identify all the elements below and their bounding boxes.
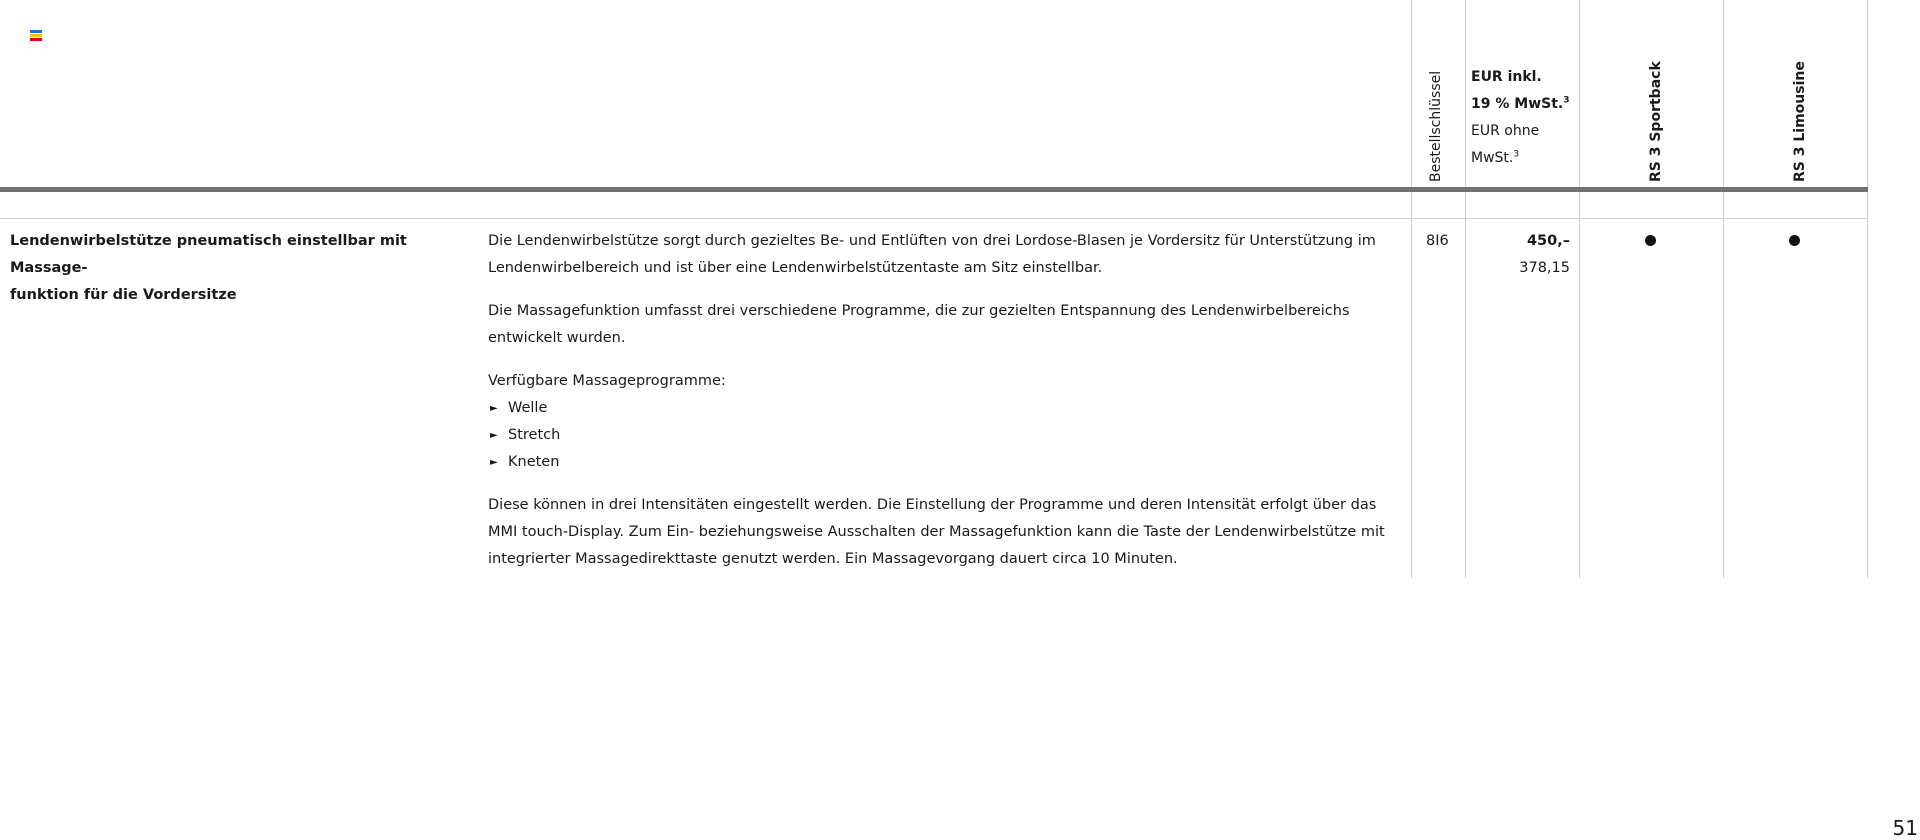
description-paragraph-1: Die Lendenwirbelstütze sorgt durch gezieltes Be- und Entlüften von drei Lordose-Blasen je Vordersitz für Unterstützung im Lendenwirbelbereich und ist über eine Lendenwirbelstützentaste am Sitz einstellbar. bbox=[488, 233, 1376, 276]
availability-dot-model-1 bbox=[1645, 235, 1656, 246]
page-number: 51 bbox=[1892, 816, 1918, 840]
feature-title-line-1: Lendenwirbelstütze pneumatisch einstellbar mit Massage- bbox=[10, 233, 407, 276]
availability-dot-model-2 bbox=[1789, 235, 1800, 246]
order-key-header: Bestellschlüssel bbox=[1428, 70, 1444, 182]
price-gross-vat: 19 % MwSt. bbox=[1471, 96, 1564, 112]
feature-description bbox=[488, 228, 1403, 589]
bullet-arrow-icon: ► bbox=[490, 403, 498, 414]
logo-stripe-red bbox=[30, 38, 42, 41]
programs-intro: Verfügbare Massageprogramme: bbox=[488, 373, 726, 389]
column-divider-model-2 bbox=[1723, 0, 1724, 578]
bullet-arrow-icon: ► bbox=[490, 430, 498, 441]
model-1-header: RS 3 Sportback bbox=[1648, 61, 1664, 182]
list-item bbox=[488, 395, 1403, 422]
header-rule bbox=[0, 187, 1868, 192]
feature-title bbox=[10, 228, 470, 309]
price-net-vat: MwSt. bbox=[1471, 150, 1514, 166]
order-key-value: 8I6 bbox=[1426, 233, 1449, 249]
column-divider-model-1 bbox=[1579, 0, 1580, 578]
price-cell bbox=[1470, 228, 1570, 282]
program-label: Stretch bbox=[508, 427, 561, 443]
logo bbox=[30, 30, 42, 42]
feature-title-line-2: funktion für die Vordersitze bbox=[10, 287, 237, 303]
price-net-value: 378,15 bbox=[1519, 260, 1570, 276]
price-header bbox=[1471, 64, 1569, 172]
program-label: Welle bbox=[508, 400, 548, 416]
column-divider-end bbox=[1867, 0, 1868, 578]
price-gross-value: 450,– bbox=[1526, 233, 1570, 249]
column-divider-price bbox=[1465, 0, 1466, 578]
logo-stripe-blue bbox=[30, 30, 42, 33]
column-divider-code bbox=[1411, 0, 1412, 578]
description-paragraph-3: Diese können in drei Intensitäten eingestellt werden. Die Einstellung der Programme und deren Intensität erfolgt über das MMI touch-Display. Zum Ein- beziehungsweise Ausschalten der Massagefunktion kann die Taste der Lendenwirbelstütze mit integrierter Massagedirekttaste genutzt werden. Ein Massagevorgang dauert circa 10 Minuten. bbox=[488, 497, 1385, 567]
price-net-footnote: 3 bbox=[1513, 149, 1520, 160]
price-net-label: EUR ohne bbox=[1471, 123, 1540, 139]
price-gross-label: EUR inkl. bbox=[1471, 69, 1542, 85]
programs-list bbox=[488, 395, 1403, 476]
model-2-header: RS 3 Limousine bbox=[1792, 61, 1808, 182]
description-paragraph-2: Die Massagefunktion umfasst drei verschiedene Programme, die zur gezielten Entspannung des Lendenwirbelbereichs entwickelt wurden. bbox=[488, 303, 1350, 346]
program-label: Kneten bbox=[508, 454, 560, 470]
bullet-arrow-icon: ► bbox=[490, 457, 498, 468]
logo-stripe-yellow bbox=[30, 34, 42, 37]
price-gross-footnote: 3 bbox=[1563, 95, 1570, 106]
list-item bbox=[488, 422, 1403, 449]
list-item bbox=[488, 449, 1403, 476]
row-top-border bbox=[0, 218, 1868, 219]
